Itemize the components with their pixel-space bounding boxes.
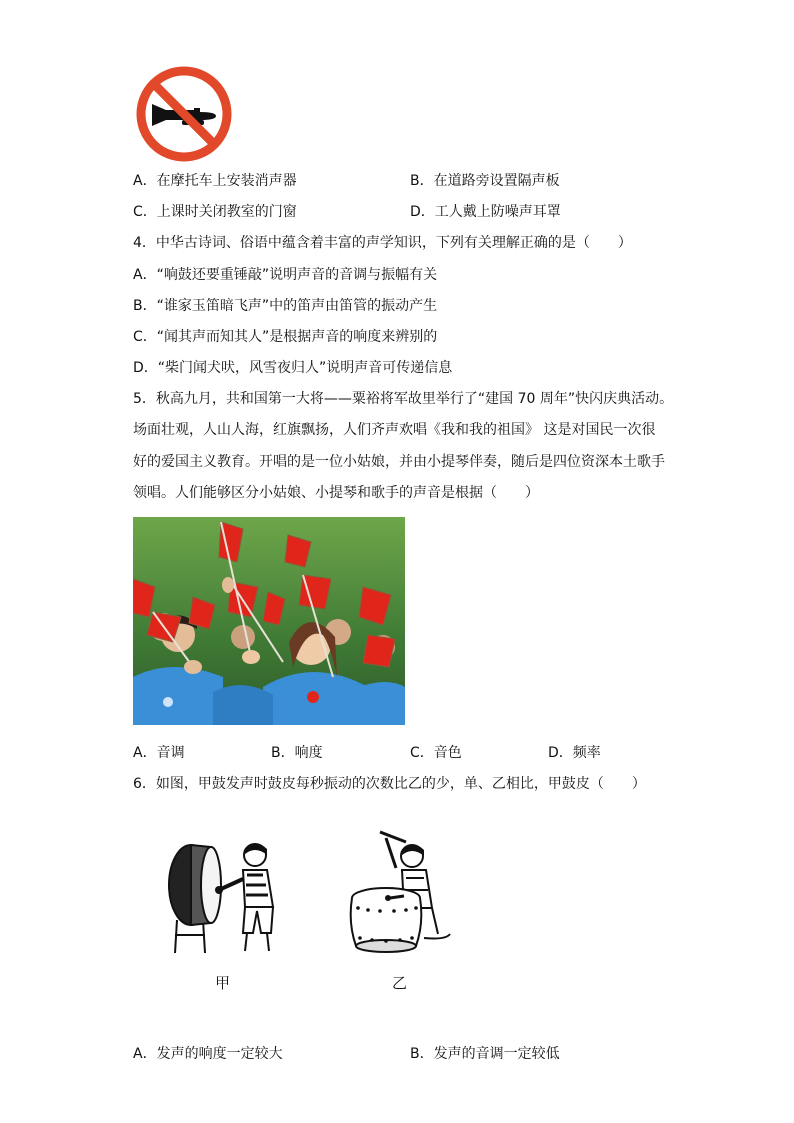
q6-option-b: B．发声的音调一定较低 [410, 1046, 560, 1062]
q3-option-a: A．在摩托车上安装消声器 [133, 173, 297, 189]
q4-option-c: C．“闻其声而知其人”是根据声音的响度来辨别的 [133, 329, 438, 345]
q3-option-c: C．上课时关闭教室的门窗 [133, 204, 297, 220]
q5-option-c: C．音色 [410, 745, 462, 761]
q5-option-b: B．响度 [271, 745, 323, 761]
crowd-photo [133, 517, 405, 725]
q5-stem-line-3: 好的爱国主义教育。开唱的是一位小姑娘，并由小提琴伴奏，随后是四位资深本土歌手 [133, 454, 665, 470]
q3-option-d: D．工人戴上防噪声耳罩 [410, 204, 561, 220]
label-jia: 甲 [215, 974, 231, 992]
q4-option-d: D．“柴门闻犬吠，风雪夜归人”说明声音可传递信息 [133, 360, 453, 376]
drum-yi-illustration [346, 828, 456, 956]
q3-option-b: B．在道路旁设置隔声板 [410, 173, 560, 189]
q4-option-a: A．“响鼓还要重锤敲”说明声音的音调与振幅有关 [133, 267, 438, 283]
q5-stem-line-2: 场面壮观，人山人海，红旗飘扬，人们齐声欢唱《我和我的祖国》 这是对国民一次很 [133, 422, 656, 438]
q4-option-b: B．“谁家玉笛暗飞声”中的笛声由笛管的振动产生 [133, 298, 438, 314]
q5-stem-line-4: 领唱。人们能够区分小姑娘、小提琴和歌手的声音是根据（ ） [133, 485, 539, 501]
q6-option-a: A．发声的响度一定较大 [133, 1046, 283, 1062]
drum-jia-illustration [163, 835, 281, 955]
q6-stem: 6．如图，甲鼓发声时鼓皮每秒振动的次数比乙的少，单、乙相比，甲鼓皮（ ） [133, 776, 646, 792]
q5-option-d: D．频率 [548, 745, 601, 761]
q5-option-a: A．音调 [133, 745, 185, 761]
q5-stem-line-1: 5．秋高九月，共和国第一大将——粟裕将军故里举行了“建国 70 周年”快闪庆典活动。 [133, 391, 674, 407]
label-yi: 乙 [392, 974, 408, 992]
q4-stem: 4．中华古诗词、俗语中蕴含着丰富的声学知识，下列有关理解正确的是（ ） [133, 235, 632, 251]
no-horn-sign-icon [134, 64, 234, 164]
